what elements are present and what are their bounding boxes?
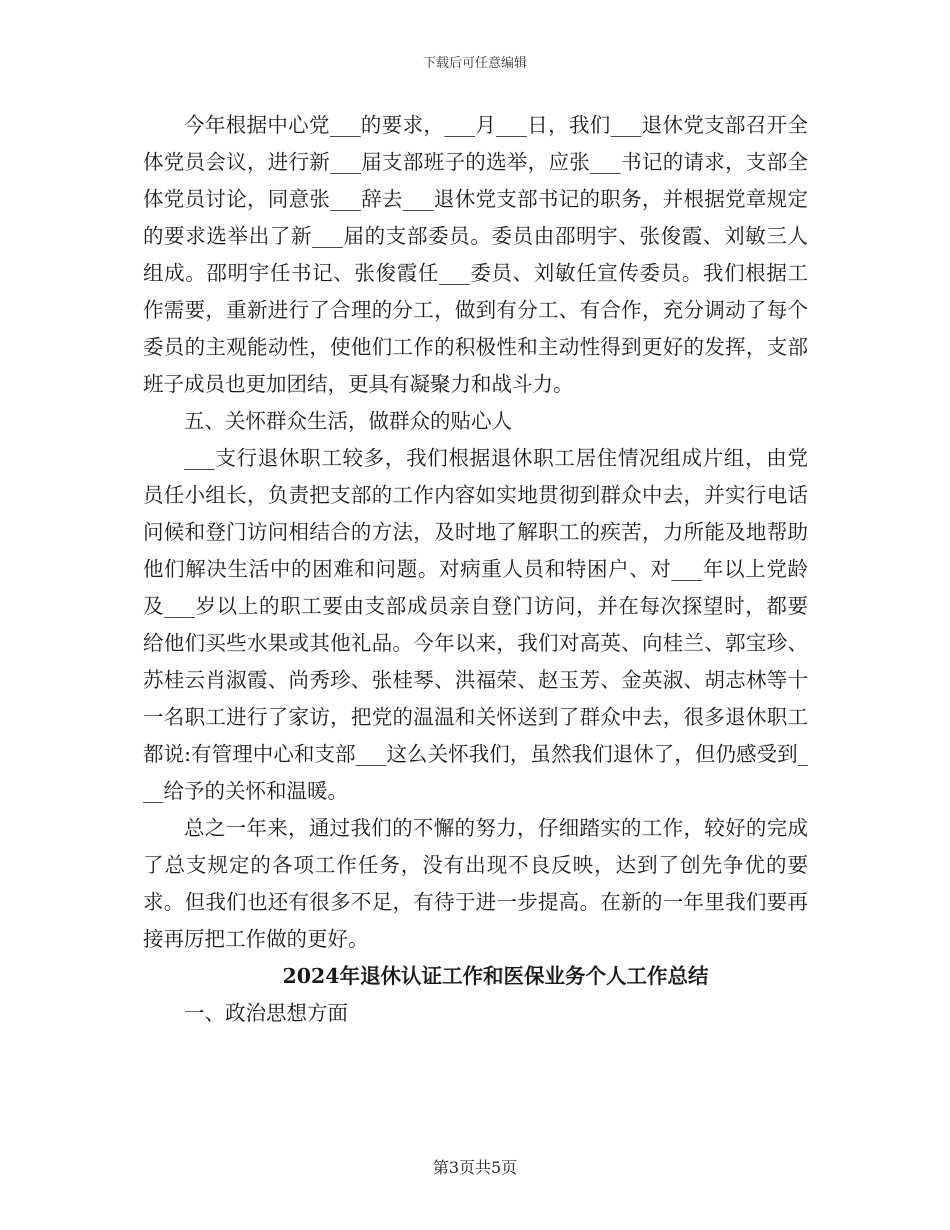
- document-body: [143, 107, 808, 1032]
- section-title: 2024年退休认证工作和医保业务个人工作总结: [282, 964, 709, 988]
- paragraph-home-visits: ___支行退休职工较多，我们根据退休职工居住情况组成片组，由党员任小组长，负责把支部的工作内容如实地贯彻到群众中去，并实行电话问候和登门访问相结合的方法，及时地了解职工的疾苦，力所能及地帮助他们解决生活中的困难和问题。对病重人员和特困户、对___年以上党龄及___岁以上的职工要由支部成员亲自登门访问，并在每次探望时，都要给他们买些水果或其他礼品。今年以来，我们对高英、向桂兰、郭宝珍、苏桂云肖淑霞、尚秀珍、张桂琴、洪福荣、赵玉芳、金英淑、胡志林等十一名职工进行了家访，把党的温温和关怀送到了群众中去，很多退休职工都说:有管理中心和支部___这么关怀我们，虽然我们退休了，但仍感受到___给予的关怀和温暖。: [143, 446, 808, 803]
- subsection-political-thought: 一、政治思想方面: [184, 1001, 348, 1025]
- heading-care-for-masses: 五、关怀群众生活，做群众的贴心人: [184, 409, 512, 433]
- page-header: 下载后可任意编辑: [422, 56, 527, 71]
- page-number: 第3页共5页: [432, 1158, 518, 1177]
- paragraph-election: 今年根据中心党___的要求，___月___日，我们___退休党支部召开全体党员会议，进行新___届支部班子的选举，应张___书记的请求，支部全体党员讨论，同意张___辞去___退休党支部书记的职务，并根据党章规定的要求选举出了新___届的支部委员。委员由邵明宇、张俊霞、刘敏三人组成。邵明宇任书记、张俊霞任___委员、刘敏任宣传委员。我们根据工作需要，重新进行了合理的分工，做到有分工、有合作，充分调动了每个委员的主观能动性，使他们工作的积极性和主动性得到更好的发挥，支部班子成员也更加团结，更具有凝聚力和战斗力。: [143, 113, 808, 396]
- paragraph-conclusion: 总之一年来，通过我们的不懈的努力，仔细踏实的工作，较好的完成了总支规定的各项工作任务，没有出现不良反映，达到了创先争优的要求。但我们也还有很多不足，有待于进一步提高。在新的一年里我们要再接再厉把工作做的更好。: [143, 816, 808, 951]
